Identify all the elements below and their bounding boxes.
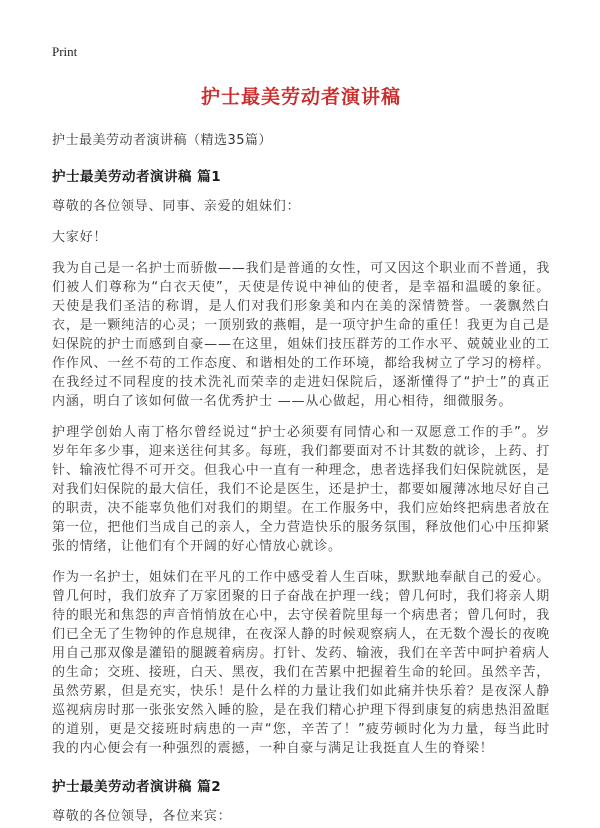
section-1-salutation: 尊敬的各位领导、同事、亲爱的姐妹们： [52, 199, 301, 214]
section-2-salutation: 尊敬的各位领导，各位来宾： [52, 809, 232, 824]
page-title: 护士最美劳动者演讲稿 [200, 86, 401, 108]
section-1-paragraph-1: 我为自己是一名护士而骄傲——我们是普通的女性，可又因这个职业而不普通，我们被人们尊称为“白衣天使”，天使是传说中神仙的使者，是幸福和温暖的象征。天使是我们圣洁的称谓，是人们对我们形象美和内在美的深情赞誉。一袭飘然白衣，是一颗纯洁的心灵；一顶别致的燕帽，是一项守护生命的重任！我更为自己是妇保院的护士而感到自豪——在这里，姐妹们技压群芳的工作水平、兢兢业业的工作作风、一丝不苟的工作态度、和谐相处的工作环境，都给我树立了学习的榜样。在我经过不同程度的技术洗礼而荣幸的走进妇保院后，逐渐懂得了“护士”的真正内涵，明白了该如何做一名优秀护士 ——从心做起，用心相待，细微服务。 [52, 261, 550, 409]
section-1-greeting: 大家好！ [52, 230, 108, 245]
section-1-paragraph-3: 作为一名护士，姐妹们在平凡的工作中感受着人生百味，默默地奉献自己的爱心。曾几何时，我们放弃了万家团聚的日子奋战在护理一线；曾几何时，我们将亲人期待的眼光和焦怨的声音悄悄放在心中，去守侯着院里每一个病患者；曾几何时，我们已全无了生物钟的作息规律，在夜深人静的时候观察病人，在无数个漫长的夜晚用自己那双像是灌铅的腿踱着病房。打针、发药、输液，我们在辛苦中呵护着病人的生命；交班、接班，白天、黑夜，我们在苦累中把握着生命的轮回。虽然辛苦，虽然劳累，但是充实，快乐！是什么样的力量让我们如此痛并快乐着？是夜深人静巡视病房时那一张张安然入睡的脸，是在我们精心护理下得到康复的病患热泪盈眶的道别，更是交接班时病患的一声“您，辛苦了！”疲劳顿时化为力量，每当此时我的内心便会有一种强烈的震撼，一种自豪与满足让我挺直人生的脊梁！ [52, 570, 550, 756]
subtitle: 护士最美劳动者演讲稿（精选35篇） [52, 133, 273, 148]
print-link[interactable]: Print [52, 44, 78, 59]
section-1-heading: 护士最美劳动者演讲稿 篇1 [52, 169, 222, 185]
section-2-heading: 护士最美劳动者演讲稿 篇2 [52, 779, 222, 795]
section-1-paragraph-2: 护理学创始人南丁格尔曾经说过“护士必须要有同情心和一双愿意工作的手”。岁岁年年多少事，迎来送往何其多。每班，我们都要面对不计其数的就诊，上药、打针、输液忙得不可开交。但我心中一直有一种理念，患者选择我们妇保院就医，是对我们妇保院的最大信任，我们不论是医生，还是护士，都要如履薄冰地尽好自己的职责，决不能辜负他们对我们的期望。在工作服务中，我们应始终把病患者放在第一位，把他们当成自己的亲人，全力营造快乐的服务氛围，释放他们心中压抑紧张的情绪，让他们有个开阔的好心情放心就诊。 [52, 425, 550, 554]
